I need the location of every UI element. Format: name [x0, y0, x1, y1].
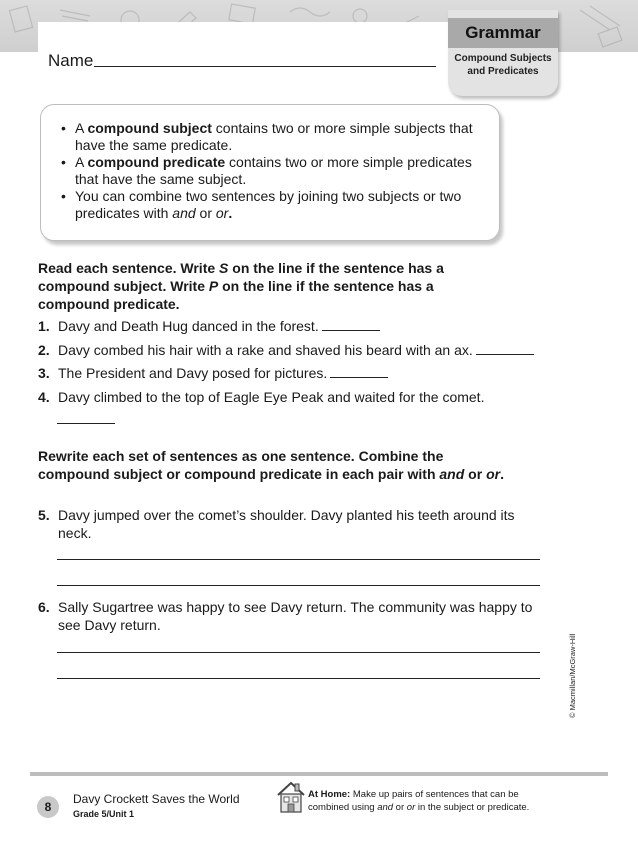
- footer-rule: [30, 772, 608, 776]
- question-6: 6. Sally Sugartree was happy to see Davy return. The community was happy to see Davy return.: [38, 599, 533, 633]
- rule-combine: • You can combine two sentences by joining two subjects or two predicates with and or or.: [61, 188, 481, 222]
- name-label: Name: [48, 51, 94, 70]
- house-icon: [276, 780, 306, 814]
- question-3: 3. The President and Davy posed for pictures.: [38, 364, 548, 382]
- question-2: 2. Davy combed his hair with a rake and shaved his beard with an ax.: [38, 341, 548, 359]
- tab-title: Grammar: [448, 18, 558, 48]
- section1-instructions: Read each sentence. Write S on the line if the sentence has a compound subject. Write P on the line if the sentence has a compound predicate.: [38, 260, 444, 312]
- copyright-notice: © Macmillan/McGraw-Hill: [568, 633, 577, 718]
- tab-subtitle-line2: and Predicates: [467, 66, 539, 77]
- tab-subtitle: [448, 52, 558, 78]
- page-number: 8: [37, 796, 59, 818]
- answer-blank-4[interactable]: [57, 423, 115, 424]
- tab-subtitle-line1: Compound Subjects: [454, 53, 552, 64]
- answer-blank-2[interactable]: [476, 343, 534, 355]
- writing-line-5b[interactable]: [57, 585, 540, 586]
- writing-line-6a[interactable]: [57, 652, 540, 653]
- question-5: 5. Davy jumped over the comet’s shoulder. Davy planted his teeth around its neck.: [38, 507, 515, 541]
- answer-blank-3[interactable]: [330, 366, 388, 378]
- story-title: Davy Crockett Saves the World: [73, 792, 240, 806]
- name-input-line[interactable]: [94, 66, 436, 67]
- question-1: 1. Davy and Death Hug danced in the forest.: [38, 317, 548, 335]
- writing-line-6b[interactable]: [57, 678, 540, 679]
- grade-unit: Grade 5/Unit 1: [73, 809, 135, 819]
- rule-compound-subject: • A compound subject contains two or more simple subjects that have the same predicate.: [61, 120, 481, 154]
- writing-line-5a[interactable]: [57, 559, 540, 560]
- question-4: 4. Davy climbed to the top of Eagle Eye Peak and waited for the comet.: [38, 389, 485, 405]
- section2-instructions: Rewrite each set of sentences as one sentence. Combine the compound subject or compound predicate in each pair with and or or.: [38, 448, 504, 482]
- rules-box: [40, 104, 500, 241]
- rule-compound-predicate: • A compound predicate contains two or more simple predicates that have the same subject.: [61, 154, 481, 188]
- name-area: [38, 22, 448, 78]
- term-compound-predicate: compound predicate: [87, 154, 226, 170]
- at-home-note: At Home: Make up pairs of sentences that can be combined using and or or in the subject or predicate.: [308, 789, 530, 813]
- answer-blank-1[interactable]: [322, 319, 380, 331]
- term-compound-subject: compound subject: [87, 120, 212, 136]
- topic-tab: [448, 10, 558, 96]
- rules-list: [61, 120, 481, 222]
